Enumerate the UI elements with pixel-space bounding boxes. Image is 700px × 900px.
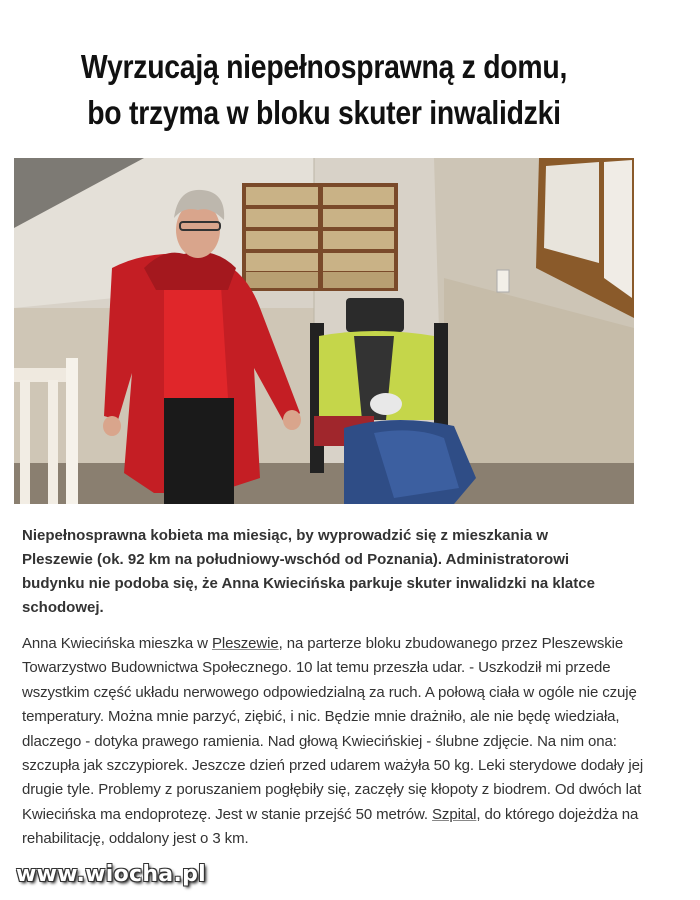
headline-line-2: bo trzyma w bloku skuter inwalidzki: [87, 94, 561, 131]
article-photo: [14, 158, 634, 504]
article-body: [22, 632, 644, 852]
hospital-link[interactable]: Szpital: [432, 805, 477, 823]
headline-line-1: Wyrzucają niepełnosprawną z domu,: [80, 48, 568, 85]
site-watermark: www.wiocha.pl: [16, 862, 206, 887]
pleszew-link[interactable]: Pleszewie: [211, 635, 279, 652]
body-text-3: , do którego dojeżdża na rehabilitację, oddalony jest o 3 km.: [22, 805, 639, 848]
body-text-2: , na parterze bloku zbudowanego przez Pleszewskie Towarzystwo Budownictwa Społecznego. 10 lat temu przeszła udar. - Uszkodził mi przede wszystkim część układu nerwowego odpowiedzialną za ruch. A połową ciała w ogóle nie czuję temperatury. Można mnie parzyć, ziębić, i nic. Będzie mnie drażniło, ale nie będę wiedziała, dlaczego - dotyka prawego ramienia. Nad głową Kwiecińskiej - ślubne zdjęcie. Na nim ona: szczupła jak szczypiorek. Jeszcze dzień przed udarem ważyła 50 kg. Leki sterydowe dodały jej drugie tyle. Problemy z poruszaniem pogłębiły się, zaczęły się kłopoty z biodrem. Od dwóch lat Kwiecińska ma endoprotezę. Jest w stanie przejść 50 metrów.: [22, 635, 644, 823]
article-lead: Niepełnosprawna kobieta ma miesiąc, by wyprowadzić się z mieszkania w Pleszewie (ok. 92 km na południowy-wschód od Poznania). Administratorowi budynku nie podoba się, że Anna Kwiecińska parkuje skuter inwalidzki na klatce schodowej.: [22, 527, 595, 616]
article-headline: [57, 44, 590, 136]
body-text-1: Anna Kwiecińska mieszka w: [22, 635, 212, 652]
